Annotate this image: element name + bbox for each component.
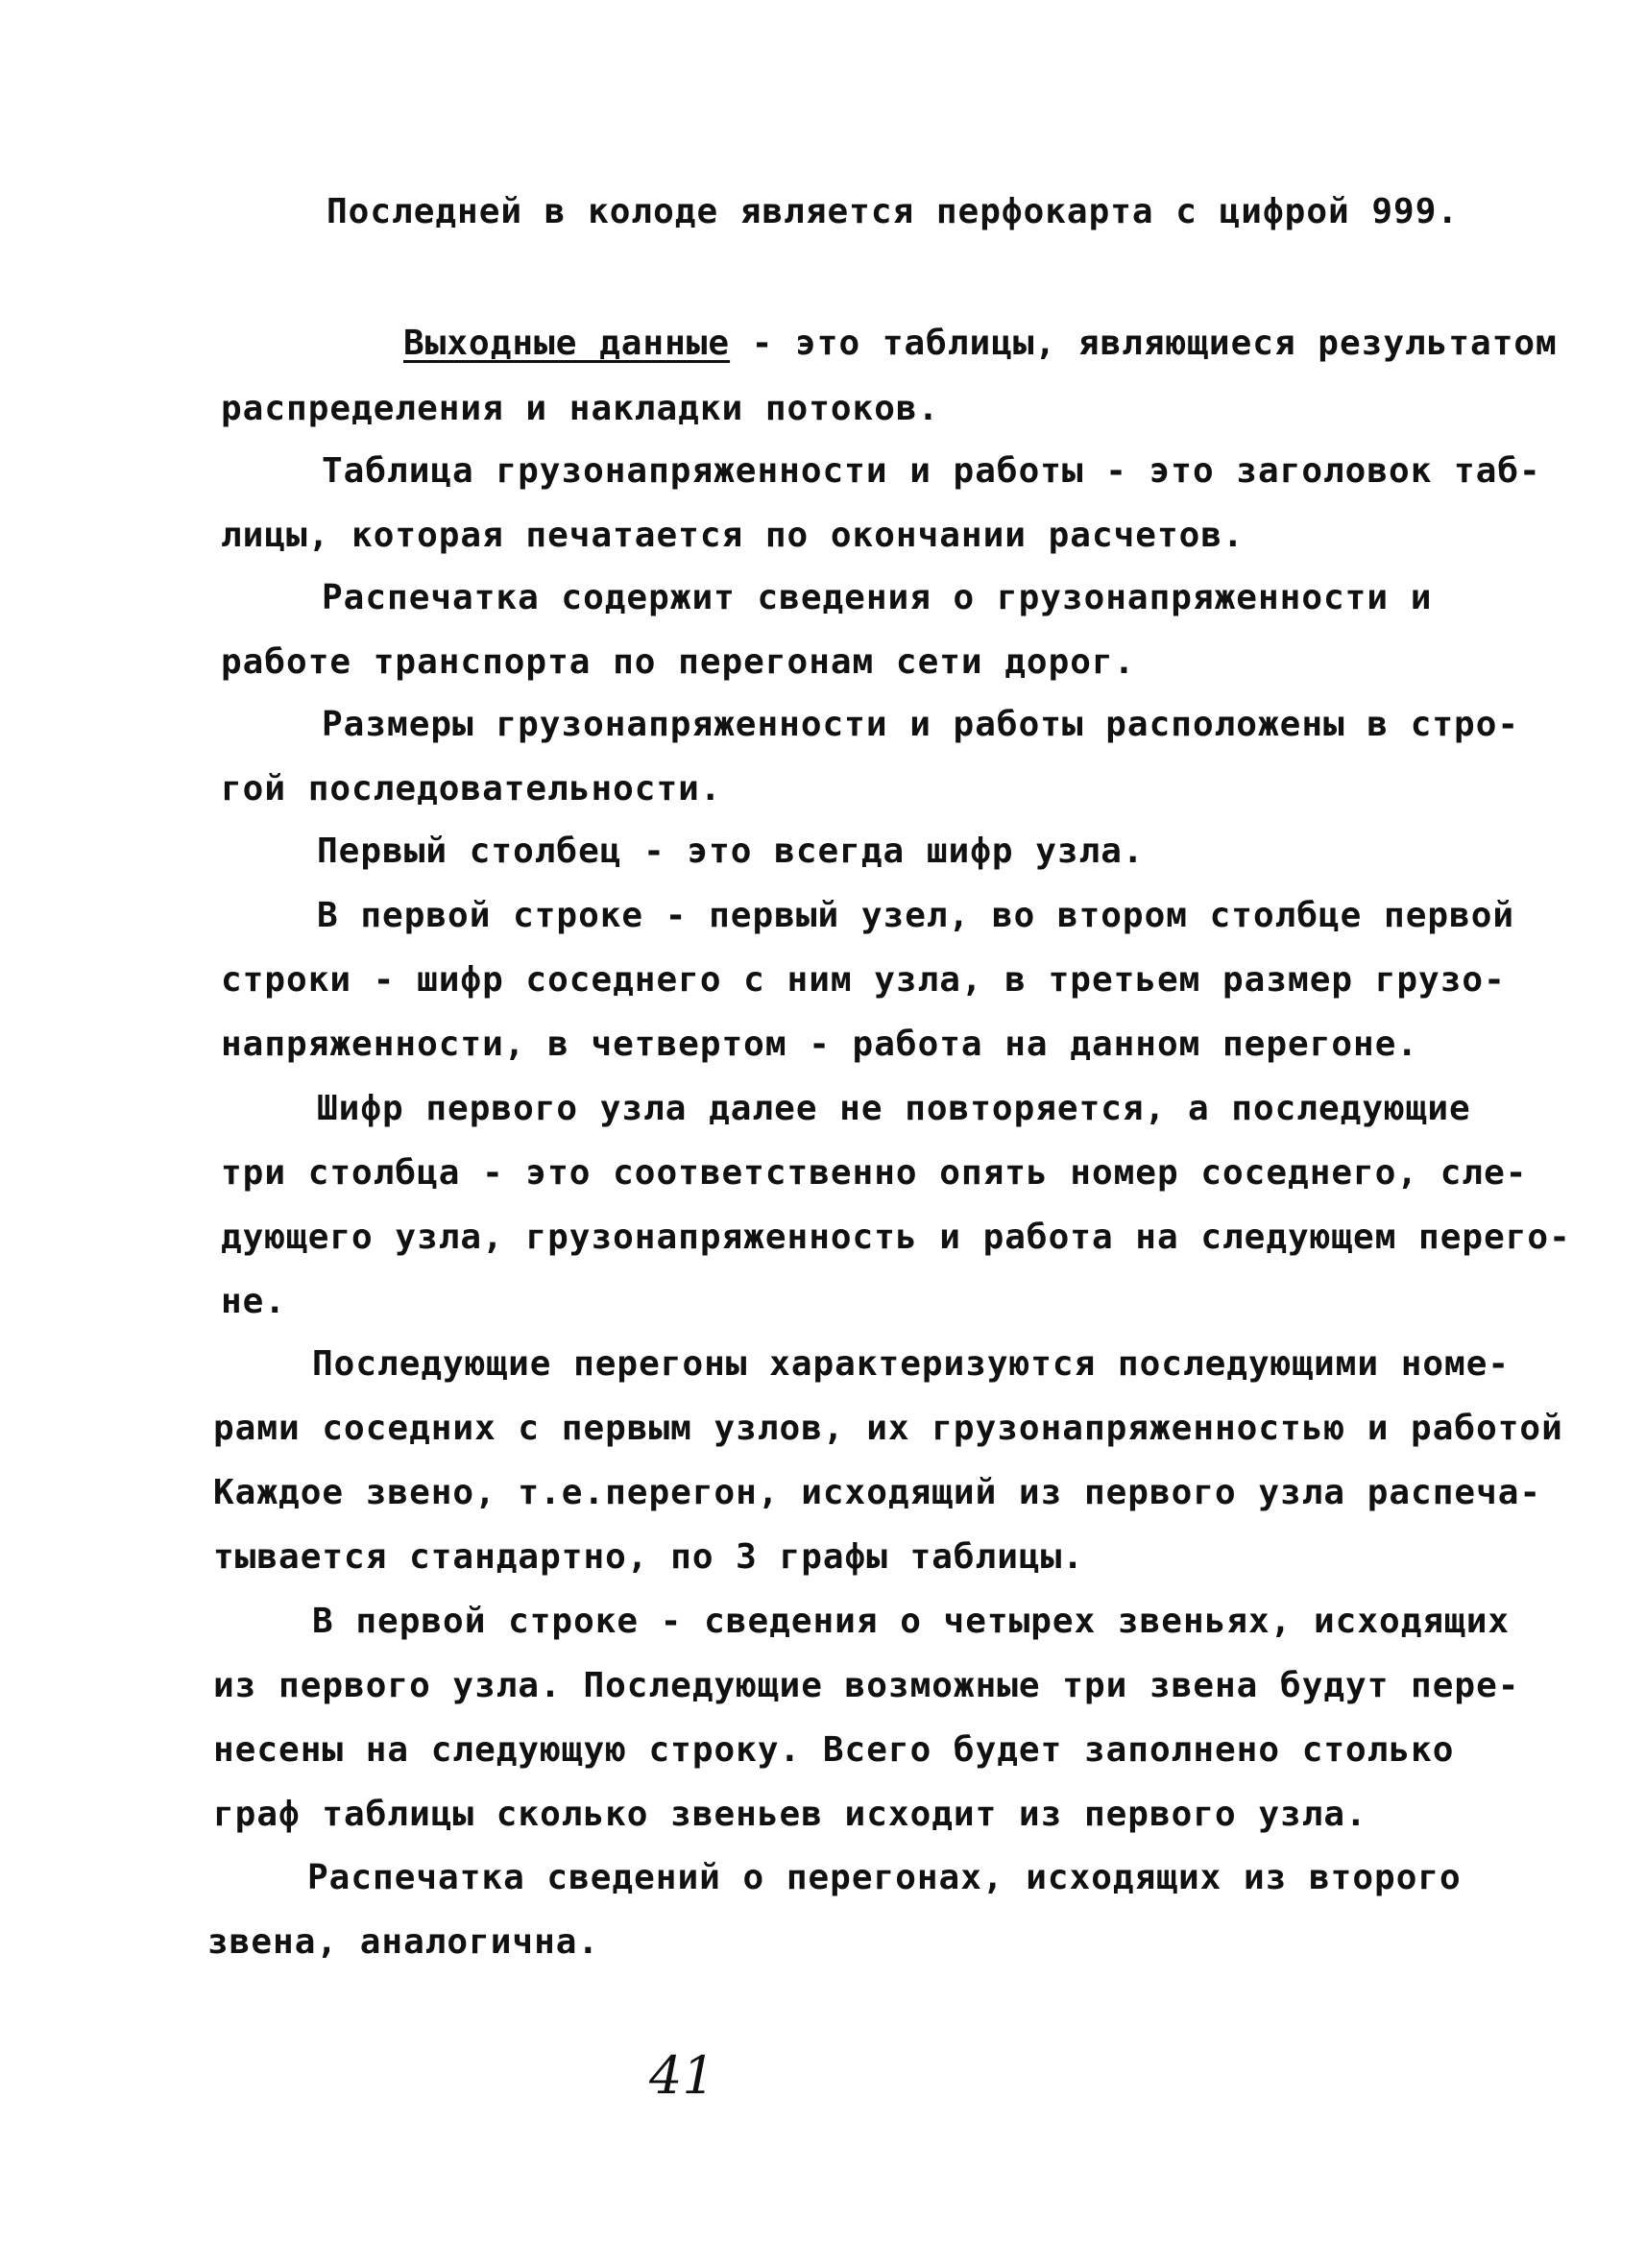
intro-line [327, 192, 1460, 231]
paragraph-9-line-3: несены на следующую строку. Всего будет заполнено столько [213, 1730, 1455, 1770]
paragraph-6-line-2: строки - шифр соседнего с ним узла, в третьем размер грузо- [221, 960, 1506, 1000]
paragraph-5-line-1: Первый столбец - это всегда шифр узла. [317, 832, 1145, 871]
paragraph-3-line-1: Распечатка содержит сведения о грузонапряженности и [322, 578, 1433, 617]
page-number: 41 [649, 2045, 715, 2106]
paragraph-8-line-1: Последующие перегоны характеризуются последующими номе- [312, 1344, 1511, 1384]
paragraph-2-line-2: лицы, которая печатается по окончании расчетов. [221, 516, 1245, 555]
paragraph-7-line-3: дующего узла, грузонапряженность и работа на следующем перего- [221, 1218, 1571, 1257]
paragraph-4-line-1: Размеры грузонапряженности и работы расположены в стро- [322, 705, 1520, 744]
paragraph-10-line-1: Распечатка сведений о перегонах, исходящих из второго [307, 1858, 1462, 1897]
paragraph-7-line-2: три столбца - это соответственно опять номер соседнего, сле- [221, 1153, 1528, 1193]
paragraph-10-line-2: звена, аналогична. [207, 1922, 600, 1962]
paragraph-6-line-1: В первой строке - первый узел, во втором столбце первой [317, 896, 1515, 935]
paragraph-8-line-4: тывается стандартно, по 3 графы таблицы. [213, 1537, 1084, 1577]
paragraph-1-line-1 [403, 326, 1558, 361]
paragraph-1-line-2: распределения и накладки потоков. [221, 389, 940, 428]
paragraph-7-line-4: не. [221, 1282, 287, 1321]
paragraph-3-line-2: работе транспорта по перегонам сети дорог. [221, 642, 1136, 682]
paragraph-9-line-4: граф таблицы сколько звеньев исходит из первого узла. [213, 1795, 1367, 1834]
paragraph-4-line-2: гой последовательности. [221, 769, 722, 808]
paragraph-9-line-1: В первой строке - сведения о четырех звеньях, исходящих [312, 1602, 1511, 1641]
paragraph-8-line-3: Каждое звено, т.е.перегон, исходящий из первого узла распеча- [213, 1473, 1542, 1512]
paragraph-8-line-2: рами соседних с первым узлов, их грузонапряженностью и работой [213, 1409, 1563, 1448]
term-output-data: Выходные данные [403, 324, 731, 363]
paragraph-6-line-3: напряженности, в четвертом - работа на данном перегоне. [221, 1025, 1419, 1064]
paragraph-7-line-1: Шифр первого узла далее не повторяется, а последующие [317, 1089, 1471, 1128]
paragraph-9-line-2: из первого узла. Последующие возможные три звена будут пере- [213, 1666, 1520, 1705]
paragraph-2-line-1: Таблица грузонапряженности и работы - это заголовок таб- [322, 451, 1541, 491]
paragraph-1-line-1-rest: - это таблицы, являющиеся результатом [730, 324, 1558, 363]
intro-text: Последней в колоде является перфокарта с цифрой 999. [327, 192, 1460, 231]
